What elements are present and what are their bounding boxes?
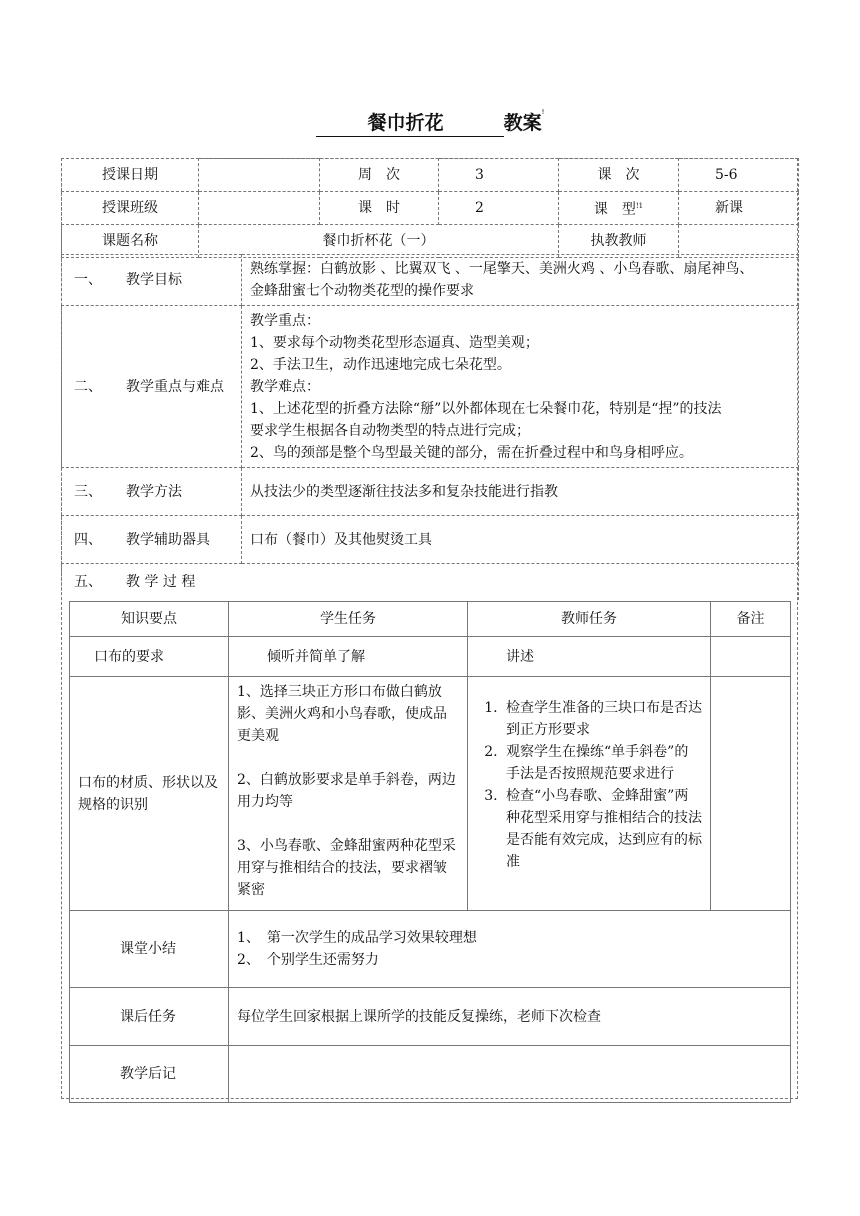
lesson-no-label: 课 次 (559, 159, 679, 192)
reflection-row (70, 1046, 791, 1103)
header-row-3 (62, 225, 799, 258)
section-3-label: 三、 教学方法 (62, 468, 242, 516)
section-4-label: 四、 教学辅助器具 (62, 516, 242, 564)
row2-teacher (468, 677, 711, 911)
summary-content: 1、 第一次学生的成品学习效果较理想 2、 个别学生还需努力 (229, 911, 791, 988)
col-notes: 备注 (711, 602, 791, 637)
title-note: ! (541, 108, 545, 116)
section-4-row (62, 516, 799, 564)
section-5-row (62, 564, 799, 600)
row1-knowledge: 口布的要求 (70, 637, 229, 677)
summary-label: 课堂小结 (70, 911, 229, 988)
week-label: 周 次 (320, 159, 439, 192)
header-row-1 (62, 159, 799, 192)
row2-teacher-item: 2. 观察学生在操练“单手斜卷”的手法是否按照规范要求进行 (502, 741, 702, 785)
section-2-row (62, 306, 799, 468)
homework-row (70, 988, 791, 1046)
reflection-label: 教学后记 (70, 1046, 229, 1103)
row2-student-p1: 1、选择三块正方形口布做白鹤放影、美洲火鸡和小鸟春歌，使成品更美观 (237, 684, 447, 744)
hours-label: 课 时 (320, 192, 439, 225)
week-value: 3 (439, 159, 559, 192)
section-1-content: 熟练掌握：白鹤放影 、比翼双飞 、一尾擎天、美洲火鸡 、小鸟春歌、扇尾神鸟、 金蜂甜蜜七个动物类花型的操作要求 (242, 255, 799, 306)
date-label: 授课日期 (62, 159, 199, 192)
section-3-row (62, 468, 799, 516)
summary-row (70, 911, 791, 988)
col-knowledge: 知识要点 (70, 602, 229, 637)
type-label-cell (559, 192, 679, 225)
class-label: 授课班级 (62, 192, 199, 225)
col-student: 学生任务 (229, 602, 468, 637)
row2-notes (711, 677, 791, 911)
process-header-row (70, 602, 791, 637)
sections-table (61, 254, 799, 600)
reflection-content (229, 1046, 791, 1103)
section-4-content: 口布（餐巾）及其他熨烫工具 (242, 516, 799, 564)
header-row-2 (62, 192, 799, 225)
topic-value: 餐巾折杯花（一） (199, 225, 559, 258)
header-table (61, 158, 799, 258)
section-3-content: 从技法少的类型逐渐往技法多和复杂技能进行指教 (242, 468, 799, 516)
row1-student: 倾听并简单了解 (229, 637, 468, 677)
teacher-label: 执教教师 (559, 225, 679, 258)
process-table (69, 601, 791, 1103)
section-5-label: 五、 教 学 过 程 (62, 564, 799, 600)
homework-label: 课后任务 (70, 988, 229, 1046)
type-label: 课 型 (593, 201, 636, 218)
class-value (199, 192, 320, 225)
section-1-label: 一、 教学目标 (62, 255, 242, 306)
document-title (0, 108, 860, 137)
section-2-content: 教学重点： 1、要求每个动物类花型形态逼真、造型美观； 2、手法卫生，动作迅速地完成七朵花型。 教学难点： 1、上述花型的折叠方法除“掰”以外都体现在七朵餐巾花，特别是“捏”的技法 要求学生根据各自动物类型的特点进行完成； 2、鸟的颈部是整个鸟型最关键的部分，需在折叠过程中和鸟身相呼应。 (242, 306, 799, 468)
topic-label: 课题名称 (62, 225, 199, 258)
title-underline-group (316, 108, 504, 137)
row2-teacher-item: 1. 检查学生准备的三块口布是否达到正方形要求 (502, 697, 702, 741)
process-row-2 (70, 677, 791, 911)
section-2-label: 二、 教学重点与难点 (62, 306, 242, 468)
row2-student (229, 677, 468, 911)
homework-content: 每位学生回家根据上课所学的技能反复操练，老师下次检查 (229, 988, 791, 1046)
lesson-no-value: 5-6 (679, 159, 799, 192)
title-main: 餐巾折花 (367, 112, 444, 134)
row2-student-p2: 2、白鹤放影要求是单手斜卷，两边用力均等 (237, 772, 456, 810)
row1-teacher: 讲述 (468, 637, 711, 677)
date-value (199, 159, 320, 192)
teacher-value (679, 225, 799, 258)
process-row-1 (70, 637, 791, 677)
hours-value: 2 (439, 192, 559, 225)
col-teacher: 教师任务 (468, 602, 711, 637)
row2-student-p3: 3、小鸟春歌、金蜂甜蜜两种花型采用穿与推相结合的技法，要求褶皱紧密 (237, 838, 456, 898)
row2-teacher-list (476, 697, 702, 873)
type-note: !1 (635, 202, 644, 211)
row2-knowledge: 口布的材质、形状以及规格的识别 (70, 677, 229, 911)
row2-teacher-item: 3. 检查“小鸟春歌、金蜂甜蜜”两种花型采用穿与推相结合的技法是否能有效完成，达到应有的标准 (502, 785, 702, 873)
title-tail: 教案 (503, 112, 542, 134)
section-1-row (62, 255, 799, 306)
type-value: 新课 (679, 192, 799, 225)
row1-notes (711, 637, 791, 677)
